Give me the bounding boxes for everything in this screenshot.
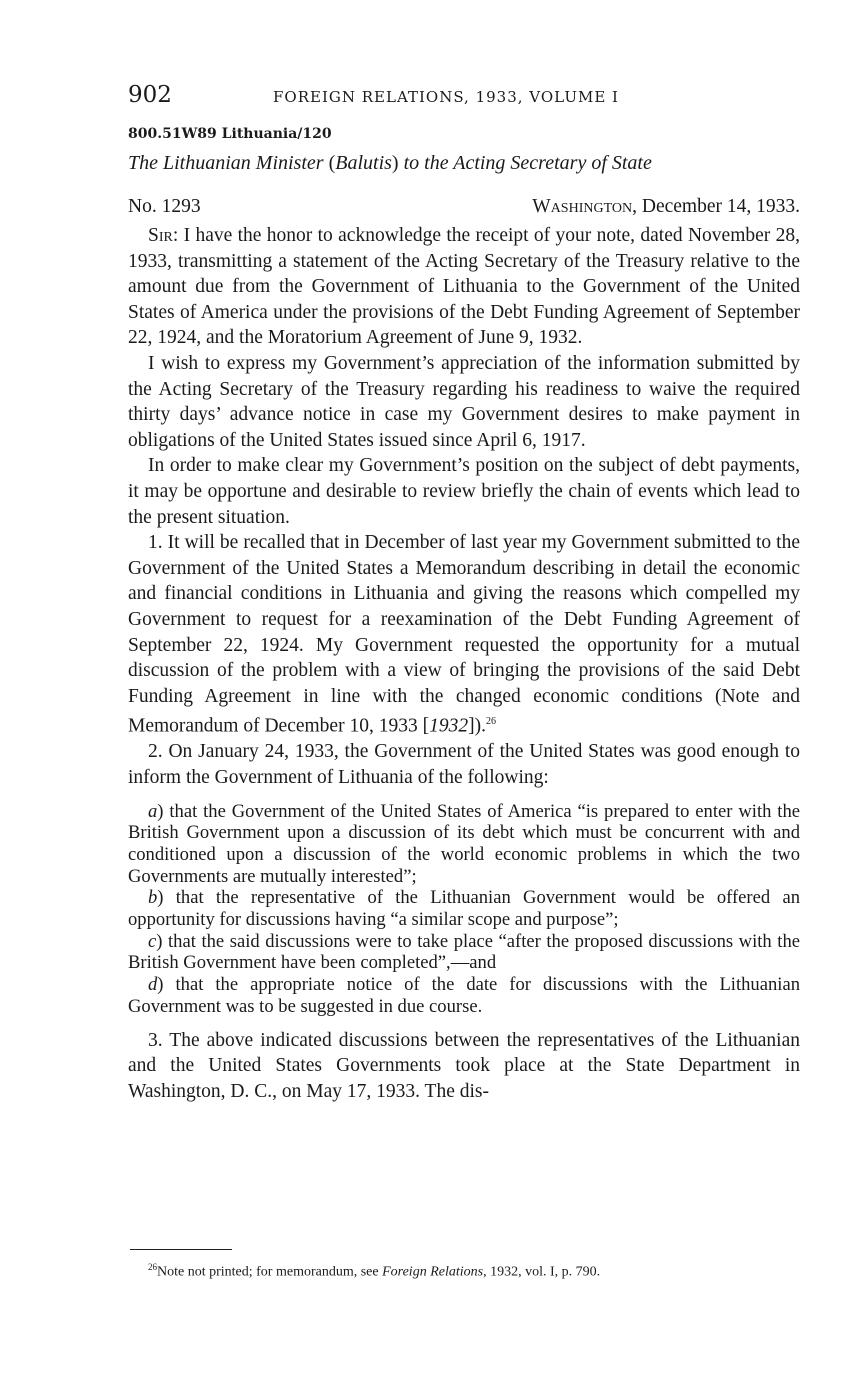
paragraph-5: 2. On January 24, 1933, the Government of the United States was good enough to inform the Government of Lithuania of the following: [128, 741, 800, 788]
item-a-label: a [148, 800, 158, 822]
list-item [128, 931, 800, 974]
paragraph-3: In order to make clear my Government’s position on the subject of debt payments, it may be opportune and desirable to review briefly the chain of events which lead to the present situation. [128, 455, 800, 528]
item-a-text: ) that the Government of the United States of America “is prepared to enter with the British Government upon a discussion of its debt which must be concurrent with and conditioned upon a discussion of the world economic problems in which the two Governments are mutually interested”; [128, 800, 800, 887]
enumerated-list [128, 801, 800, 1018]
footnote [148, 1262, 600, 1281]
file-number: 800.51W89 Lithuania/120 [128, 126, 332, 142]
list-item [128, 974, 800, 1017]
list-item [128, 887, 800, 930]
paragraph-4-end: ]). [468, 715, 486, 737]
document-title [128, 152, 800, 190]
running-header [128, 82, 800, 114]
letter-body-continued [128, 1028, 800, 1105]
document-number: No. 1293 [128, 196, 201, 217]
footnote-reference: 26 [485, 716, 496, 728]
paragraph-1 [128, 223, 800, 351]
date-correction: 1932 [429, 715, 469, 737]
item-b-label: b [148, 887, 158, 909]
footnote-text-post: , 1932, vol. I, p. 790. [483, 1264, 601, 1280]
salutation: Sir [148, 225, 173, 246]
list-item [128, 801, 800, 888]
place: Washington [532, 196, 633, 217]
date: , December 14, 1933. [632, 196, 800, 217]
place-date [532, 196, 800, 223]
letter-body [128, 223, 800, 791]
footnote-divider [130, 1249, 232, 1250]
title-paren-open: ( [328, 152, 336, 174]
page-number: 902 [128, 82, 172, 108]
item-d-text: ) that the appropriate notice of the date for discussions with the Lithuanian Government was to be suggested in due course. [128, 974, 800, 1017]
title-name: Balutis [335, 152, 392, 174]
title-pre: The Lithuanian Minister [128, 152, 324, 174]
title-post: to the Acting Secretary of State [403, 152, 652, 174]
footnote-text-pre: Note not printed; for memorandum, see [157, 1264, 383, 1280]
title-paren-close: ) [391, 152, 399, 174]
paragraph-4-text: 1. It will be recalled that in December of last year my Government submitted to the Government of the United States a Memorandum describing in detail the economic and financial conditions in Lithuania and giving the reasons which compelled my Government to request for a reexamination of the Debt Funding Agreement of September 22, 1924. My Government requested the opportunity for a mutual discussion of the problem with a view of bringing the provisions of the said Debt Funding Agreement in line with the changed economic conditions (Note and Memorandum of December 10, 1933 [ [128, 532, 800, 737]
paragraph-4 [128, 530, 800, 739]
paragraph-6: 3. The above indicated discussions between the representatives of the Lithuanian and the United States Governments took place at the State Department in Washington, D. C., on May 17, 1933. The dis- [128, 1029, 800, 1102]
item-c-text: ) that the said discussions were to take place “after the proposed discussions with the British Government have been completed”,—and [128, 930, 800, 974]
footnote-source: Foreign Relations [382, 1264, 484, 1280]
item-b-text: ) that the representative of the Lithuanian Government would be offered an opportunity for discussions having “a similar scope and purpose”; [128, 887, 800, 931]
footnote-marker: 26 [148, 1262, 157, 1272]
item-d-label: d [148, 974, 158, 996]
dateline [128, 196, 800, 223]
paragraph-2: I wish to express my Government’s appreciation of the information submitted by the Acting Secretary of the Treasury regarding his readiness to waive the required thirty days’ advance notice in case my Government desires to make payment in obligations of the United States issued since April 6, 1917. [128, 352, 800, 451]
paragraph-1-text: : I have the honor to acknowledge the receipt of your note, dated November 28, 1933, transmitting a statement of the Acting Secretary of the Treasury relative to the amount due from the Government of Lithuania to the Government of the United States of America under the provisions of the Debt Funding Agreement of September 22, 1924, and the Moratorium Agreement of June 9, 1932. [128, 225, 800, 349]
item-c-label: c [148, 930, 157, 952]
document-page [128, 82, 800, 1104]
running-title: FOREIGN RELATIONS, 1933, VOLUME I [273, 88, 619, 106]
